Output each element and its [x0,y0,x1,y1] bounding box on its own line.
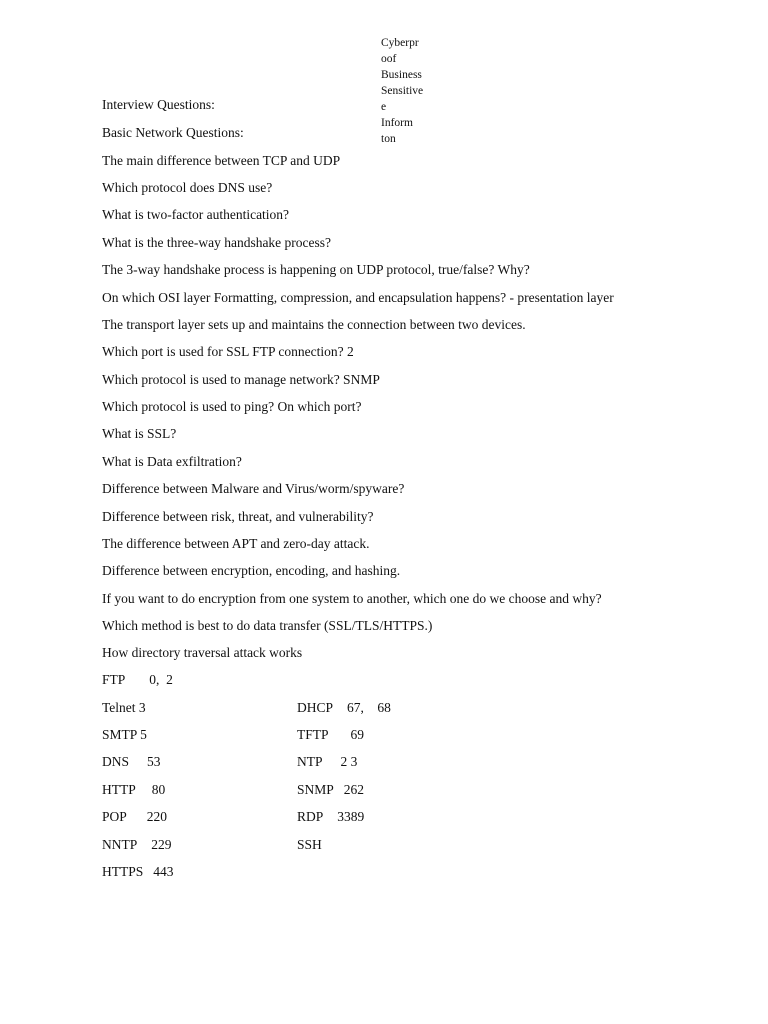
question-line: What is SSL? [102,426,177,441]
protocol-port: 80 [151,782,166,797]
protocol-name: POP [102,809,127,824]
label-line: Inform [381,117,413,129]
classification-label [381,35,441,147]
question-line: Which port is used for SSL FTP connection? 2 [102,344,354,359]
question-line: The 3-way handshake process is happening on UDP protocol, true/false? Why? [102,262,530,277]
question-line: Which protocol is used to manage network? SNMP [102,372,380,387]
document-title: Interview Questions: [102,97,215,112]
protocol-name: HTTP [102,782,136,797]
section-heading: Basic Network Questions: [102,125,244,140]
protocol-port: 5 [140,727,147,742]
protocol-name: FTP [102,672,126,687]
question-line: How directory traversal attack works [102,645,303,660]
port-row [102,727,365,743]
protocol-name: Telnet [102,700,136,715]
label-line: ton [381,133,396,145]
question-line: On which OSI layer Formatting, compression, and encapsulation happens? - presentation layer [102,290,614,305]
question-line: What is Data exfiltration? [102,454,242,469]
label-line: oof [381,53,397,65]
protocol-port: 220 [146,809,168,824]
protocol-name: TFTP [297,727,329,742]
protocol-name: DNS [102,754,130,769]
protocol-port: 3389 [337,809,365,824]
label-line: Cyberpr [381,37,419,49]
port-row [102,864,174,880]
protocol-port: 229 [151,837,172,852]
port-row [102,837,322,853]
port-row [102,700,391,716]
protocol-port: 3 [138,700,146,715]
protocol-port: 443 [153,864,174,879]
protocol-name: HTTPS [102,864,144,879]
question-line: Which protocol is used to ping? On which port? [102,399,362,414]
protocol-name: RDP [297,809,324,824]
question-line: Difference between Malware and Virus/worm/spyware? [102,481,405,496]
protocol-name: SMTP [102,727,137,742]
question-line: Difference between risk, threat, and vulnerability? [102,509,374,524]
protocol-name: DHCP [297,700,334,715]
protocol-port: 67, 68 [347,700,391,715]
port-row [102,754,358,770]
protocol-name: NTP [297,754,323,769]
question-line: The difference between APT and zero-day attack. [102,536,370,551]
protocol-port: 69 [350,727,365,742]
protocol-port: 53 [147,754,161,769]
protocol-port: 262 [343,782,365,797]
port-row [102,809,365,825]
protocol-port: 0, 2 [149,672,173,687]
question-line: What is two-factor authentication? [102,207,290,222]
protocol-port: 2 3 [340,754,358,769]
question-line: Which protocol does DNS use? [102,180,273,195]
port-row [102,782,365,798]
question-line: If you want to do encryption from one system to another, which one do we choose and why? [102,591,602,606]
question-line: The main difference between TCP and UDP [102,153,341,168]
protocol-name: SNMP [297,782,334,797]
protocol-name: SSH [297,837,322,852]
port-row [102,672,173,688]
question-line: What is the three-way handshake process? [102,235,332,250]
question-line: The transport layer sets up and maintains the connection between two devices. [102,317,526,332]
question-line: Difference between encryption, encoding, and hashing. [102,563,401,578]
label-line: Business [381,69,422,81]
label-line: Sensitive [381,85,424,97]
protocol-name: NNTP [102,837,138,852]
question-line: Which method is best to do data transfer (SSL/TLS/HTTPS.) [102,618,433,633]
label-line: e [381,101,387,113]
